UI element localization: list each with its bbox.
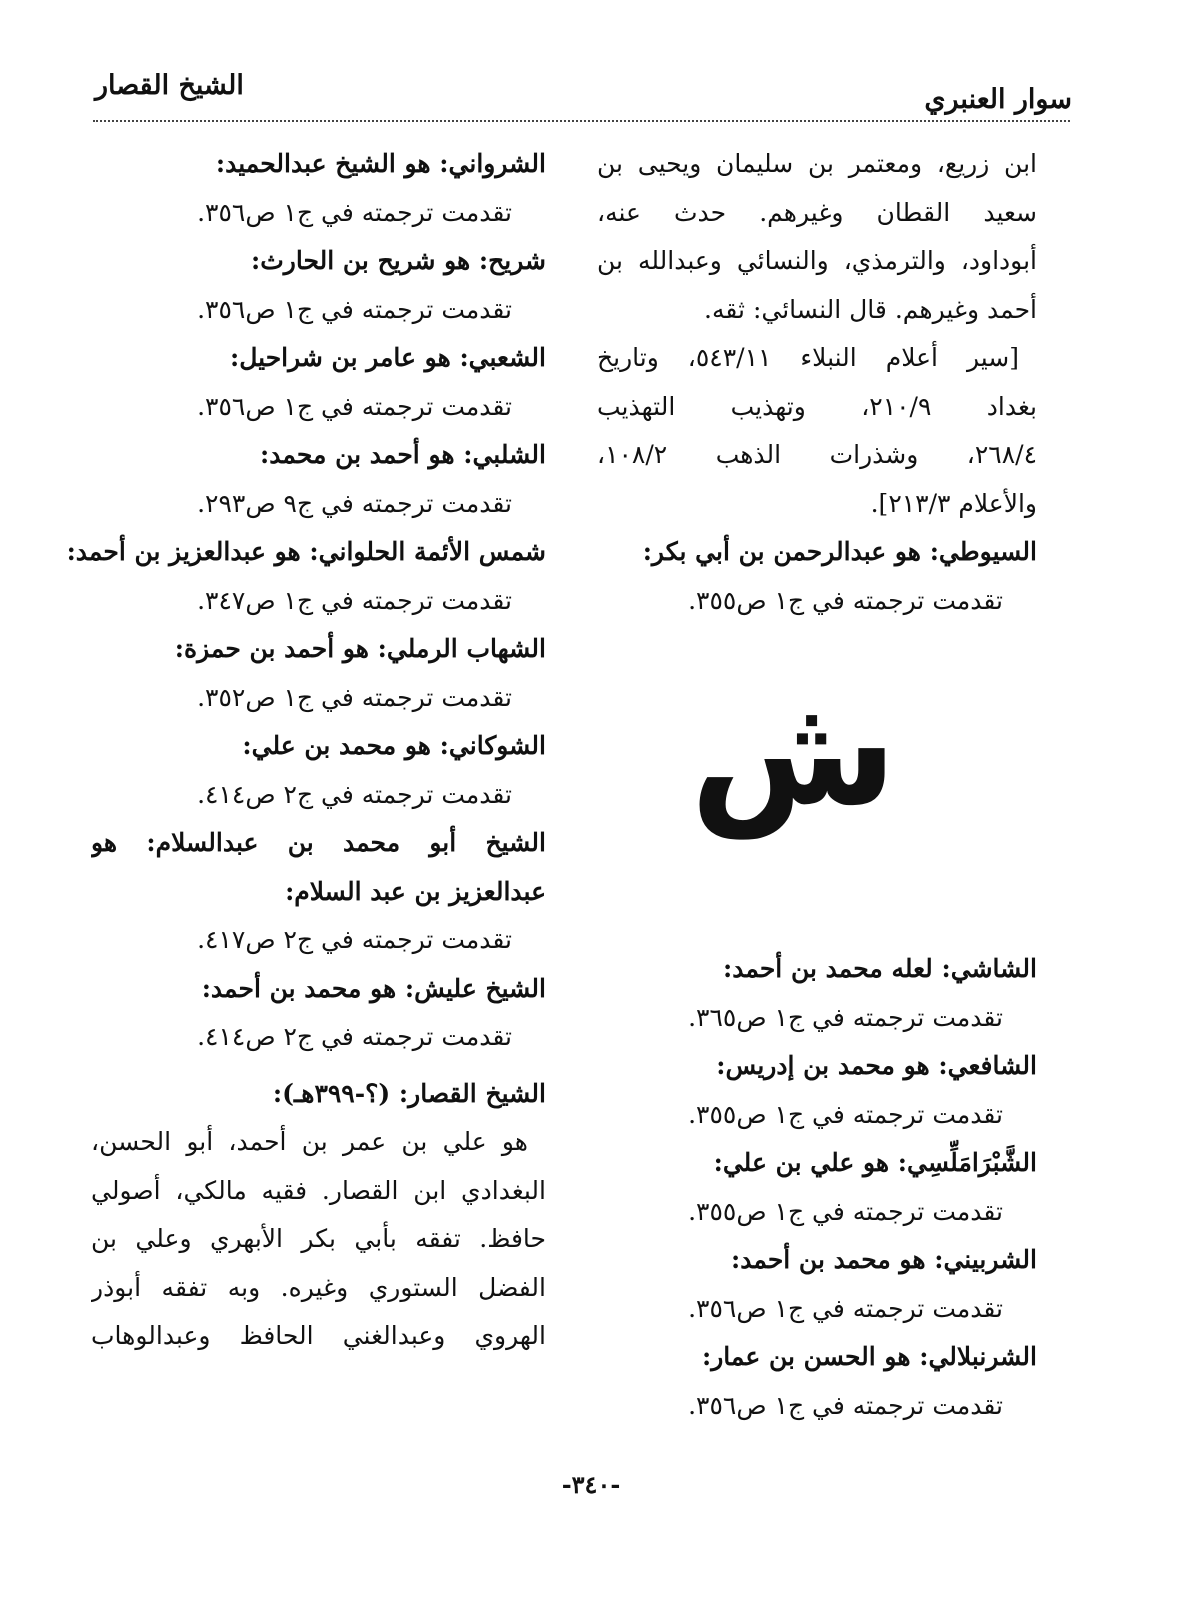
left-column — [66, 140, 546, 1361]
entry-heading: الشافعي: هو محمد بن إدريس: — [716, 1051, 1037, 1080]
bio-line: البغدادي ابن القصار. فقيه مالكي، أصولي — [91, 1175, 546, 1205]
entry-heading: الشرنبلالي: هو الحسن بن عمار: — [702, 1342, 1037, 1371]
citation-line: بغداد ٢١٠/٩، وتهذيب التهذيب — [597, 391, 1037, 421]
entry-ref: تقدمت ترجمته في ج١ ص٣٥٦. — [197, 197, 512, 227]
entry-heading-ibn-abdussalam: الشيخ أبو محمد بن عبدالسلام: هو — [91, 828, 546, 857]
entry-ref: تقدمت ترجمته في ج٩ ص٢٩٣. — [197, 488, 512, 518]
page-number: -٣٤٠- — [561, 1470, 621, 1499]
section-letter: ش — [690, 665, 897, 839]
entry-ref: تقدمت ترجمته في ج١ ص٣٥٦. — [197, 294, 512, 324]
entry-heading: الشَّبْرَامَلِّسِي: هو علي بن علي: — [713, 1148, 1037, 1177]
entry-ref: تقدمت ترجمته في ج١ ص٣٥٦. — [688, 1293, 1003, 1323]
entry-ref: تقدمت ترجمته في ج١ ص٣٥٢. — [197, 682, 512, 712]
entry-ref: تقدمت ترجمته في ج١ ص٣٥٦. — [197, 391, 512, 421]
citation-line: [سير أعلام النبلاء ٥٤٣/١١، وتاريخ — [597, 343, 1019, 372]
entry-ref: تقدمت ترجمته في ج١ ص٣٥٥. — [688, 1196, 1003, 1226]
entry-ref: تقدمت ترجمته في ج٢ ص٤١٤. — [197, 1022, 512, 1051]
entry-ref: تقدمت ترجمته في ج١ ص٣٦٥. — [688, 1002, 1003, 1032]
entry-heading: الشوكاني: هو محمد بن علي: — [242, 731, 546, 760]
bio-line: الهروي وعبدالغني الحافظ وعبدالوهاب — [91, 1321, 546, 1350]
entry-heading-ibn-abdussalam-cont: عبدالعزيز بن عبد السلام: — [285, 876, 546, 906]
entry-heading: شمس الأئمة الحلواني: هو عبدالعزيز بن أحمد: — [66, 537, 546, 566]
bio-line: حافظ. تفقه بأبي بكر الأبهري وعلي بن — [91, 1224, 546, 1253]
body-line: أبوداود، والترمذي، والنسائي وعبدالله بن — [597, 246, 1037, 275]
bio-line: الفضل الستوري وغيره. وبه تفقه أبوذر — [91, 1272, 546, 1302]
entry-ref: تقدمت ترجمته في ج١ ص٣٤٧. — [197, 585, 512, 615]
running-head-left-title: الشيخ القصار — [95, 70, 244, 101]
entry-heading: الشاشي: لعله محمد بن أحمد: — [723, 954, 1037, 983]
entry-heading: الشربيني: هو محمد بن أحمد: — [731, 1245, 1037, 1274]
entry-ref: تقدمت ترجمته في ج١ ص٣٥٦. — [688, 1390, 1003, 1420]
entry-ref: تقدمت ترجمته في ج٢ ص٤١٤. — [197, 779, 512, 809]
citation-line: والأعلام ٢١٣/٣]. — [870, 488, 1037, 518]
entry-heading-qassar: الشيخ القصار: (؟-٣٩٩هـ): — [272, 1078, 546, 1108]
citation-line: ٢٦٨/٤، وشذرات الذهب ١٠٨/٢، — [597, 440, 1037, 469]
header-dotted-rule — [93, 120, 1070, 122]
spacer — [91, 1062, 546, 1070]
entry-heading: الشعبي: هو عامر بن شراحيل: — [229, 343, 546, 372]
entry-heading-suyuti: السيوطي: هو عبدالرحمن بن أبي بكر: — [642, 537, 1037, 566]
entry-heading: شريح: هو شريح بن الحارث: — [251, 246, 546, 275]
entry-ref: تقدمت ترجمته في ج١ ص٣٥٥. — [688, 1099, 1003, 1129]
body-line: سعيد القطان وغيرهم. حدث عنه، — [597, 197, 1037, 227]
section-letter-block — [597, 625, 1037, 945]
entry-heading: الشلبي: هو أحمد بن محمد: — [260, 440, 546, 469]
body-line: ابن زريع، ومعتمر بن سليمان ويحيى بن — [597, 149, 1037, 178]
entry-ref-suyuti: تقدمت ترجمته في ج١ ص٣٥٥. — [688, 585, 1003, 615]
entry-heading: الشرواني: هو الشيخ عبدالحميد: — [215, 149, 546, 178]
bio-line: هو علي بن عمر بن أحمد، أبو الحسن، — [91, 1127, 528, 1156]
running-head — [95, 66, 1072, 124]
right-column — [597, 140, 1037, 1430]
entry-heading: الشهاب الرملي: هو أحمد بن حمزة: — [174, 634, 546, 663]
running-head-right-title: سوار العنبري — [924, 84, 1072, 115]
entry-heading-ulaysh: الشيخ عليش: هو محمد بن أحمد: — [201, 973, 546, 1003]
body-line: أحمد وغيرهم. قال النسائي: ثقه. — [704, 294, 1037, 324]
entry-ref: تقدمت ترجمته في ج٢ ص٤١٧. — [197, 925, 512, 954]
